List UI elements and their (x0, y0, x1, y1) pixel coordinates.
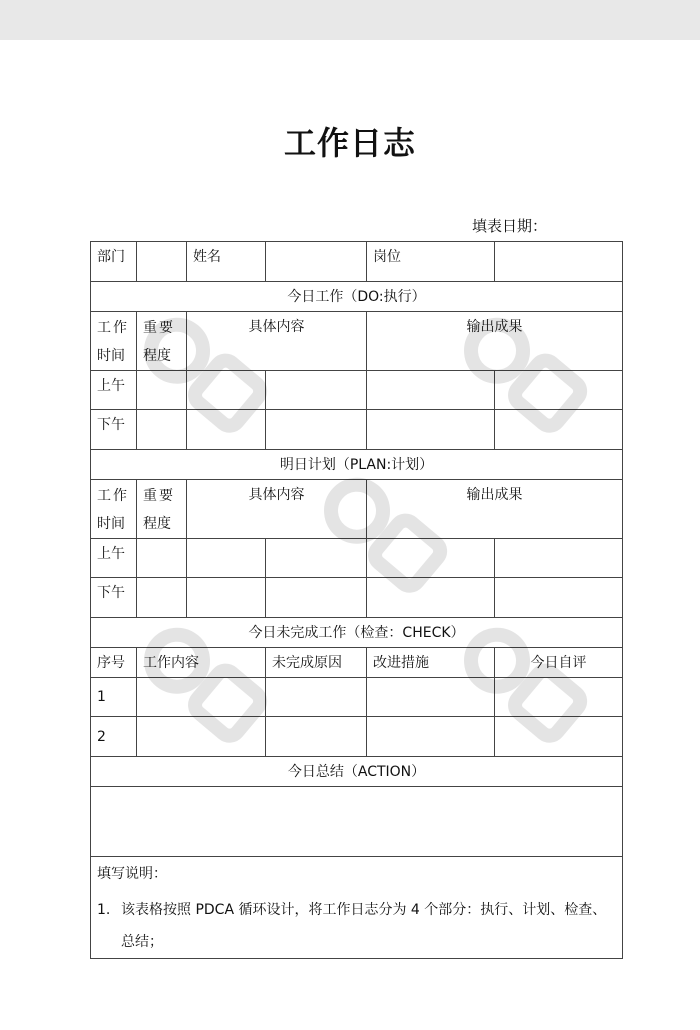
today-morning-row (91, 371, 623, 410)
plan-morning-row (91, 539, 623, 578)
table-cell[interactable] (266, 578, 367, 618)
table-cell[interactable] (367, 539, 495, 578)
unfinished-section-title: 今日未完成工作（检查：CHECK） (91, 618, 623, 648)
table-cell[interactable] (137, 371, 187, 410)
unfinished-row-2-no: 2 (91, 717, 137, 757)
today-importance-header: 重要 程度 (137, 312, 187, 371)
today-content-header: 具体内容 (187, 312, 367, 371)
table-cell[interactable] (367, 410, 495, 450)
plan-content-header: 具体内容 (187, 480, 367, 539)
tomorrow-plan-header-row (91, 480, 623, 539)
table-cell[interactable] (187, 578, 266, 618)
table-cell[interactable] (137, 717, 266, 757)
instruction-text: 该表格按照 PDCA 循环设计，将工作日志分为 4 个部分：执行、计划、检查、总结； (121, 902, 607, 950)
table-cell[interactable] (266, 678, 367, 717)
table-cell[interactable] (187, 410, 266, 450)
table-cell[interactable] (495, 539, 623, 578)
table-cell[interactable] (495, 578, 623, 618)
work-log-table (90, 241, 623, 959)
unfinished-reason-header: 未完成原因 (266, 648, 367, 678)
table-cell[interactable] (367, 717, 495, 757)
unfinished-self-eval-header: 今日自评 (495, 648, 623, 678)
table-cell[interactable] (137, 678, 266, 717)
plan-time-header: 工作 时间 (91, 480, 137, 539)
instructions-heading: 填写说明： (97, 866, 167, 882)
table-cell[interactable] (495, 410, 623, 450)
department-field[interactable] (137, 242, 187, 282)
table-cell[interactable] (137, 539, 187, 578)
table-cell[interactable] (495, 678, 623, 717)
table-cell[interactable] (495, 371, 623, 410)
table-cell[interactable] (367, 678, 495, 717)
instructions-cell (91, 857, 623, 959)
summary-field[interactable] (91, 787, 623, 857)
unfinished-header-row (91, 648, 623, 678)
table-cell[interactable] (495, 717, 623, 757)
page-title: 工作日志 (283, 124, 416, 162)
today-time-header: 工作 时间 (91, 312, 137, 371)
position-field[interactable] (495, 242, 623, 282)
unfinished-row-2 (91, 717, 623, 757)
unfinished-row-1 (91, 678, 623, 717)
fill-date-label: 填表日期： (472, 217, 548, 235)
department-label: 部门 (91, 242, 137, 282)
today-afternoon-row (91, 410, 623, 450)
info-row (91, 242, 623, 282)
today-work-section-title: 今日工作（DO:执行） (91, 282, 623, 312)
unfinished-measures-header: 改进措施 (367, 648, 495, 678)
today-afternoon-label: 下午 (91, 410, 137, 450)
unfinished-content-header: 工作内容 (137, 648, 266, 678)
plan-output-header: 输出成果 (367, 480, 623, 539)
table-cell[interactable] (266, 717, 367, 757)
plan-afternoon-label: 下午 (91, 578, 137, 618)
plan-afternoon-row (91, 578, 623, 618)
plan-importance-header: 重要 程度 (137, 480, 187, 539)
summary-section-title: 今日总结（ACTION） (91, 757, 623, 787)
instruction-item (97, 899, 616, 958)
table-cell[interactable] (266, 539, 367, 578)
table-cell[interactable] (187, 539, 266, 578)
name-field[interactable] (266, 242, 367, 282)
today-morning-label: 上午 (91, 371, 137, 410)
top-bar (0, 0, 700, 40)
today-output-header: 输出成果 (367, 312, 623, 371)
today-work-header-row (91, 312, 623, 371)
position-label: 岗位 (367, 242, 495, 282)
tomorrow-plan-section-title: 明日计划（PLAN:计划） (91, 450, 623, 480)
table-cell[interactable] (137, 410, 187, 450)
table-cell[interactable] (187, 371, 266, 410)
table-cell[interactable] (137, 578, 187, 618)
table-cell[interactable] (266, 410, 367, 450)
plan-morning-label: 上午 (91, 539, 137, 578)
table-cell[interactable] (266, 371, 367, 410)
unfinished-no-header: 序号 (91, 648, 137, 678)
table-cell[interactable] (367, 578, 495, 618)
unfinished-row-1-no: 1 (91, 678, 137, 717)
instruction-number: 1. (97, 902, 111, 918)
table-cell[interactable] (367, 371, 495, 410)
name-label: 姓名 (187, 242, 266, 282)
